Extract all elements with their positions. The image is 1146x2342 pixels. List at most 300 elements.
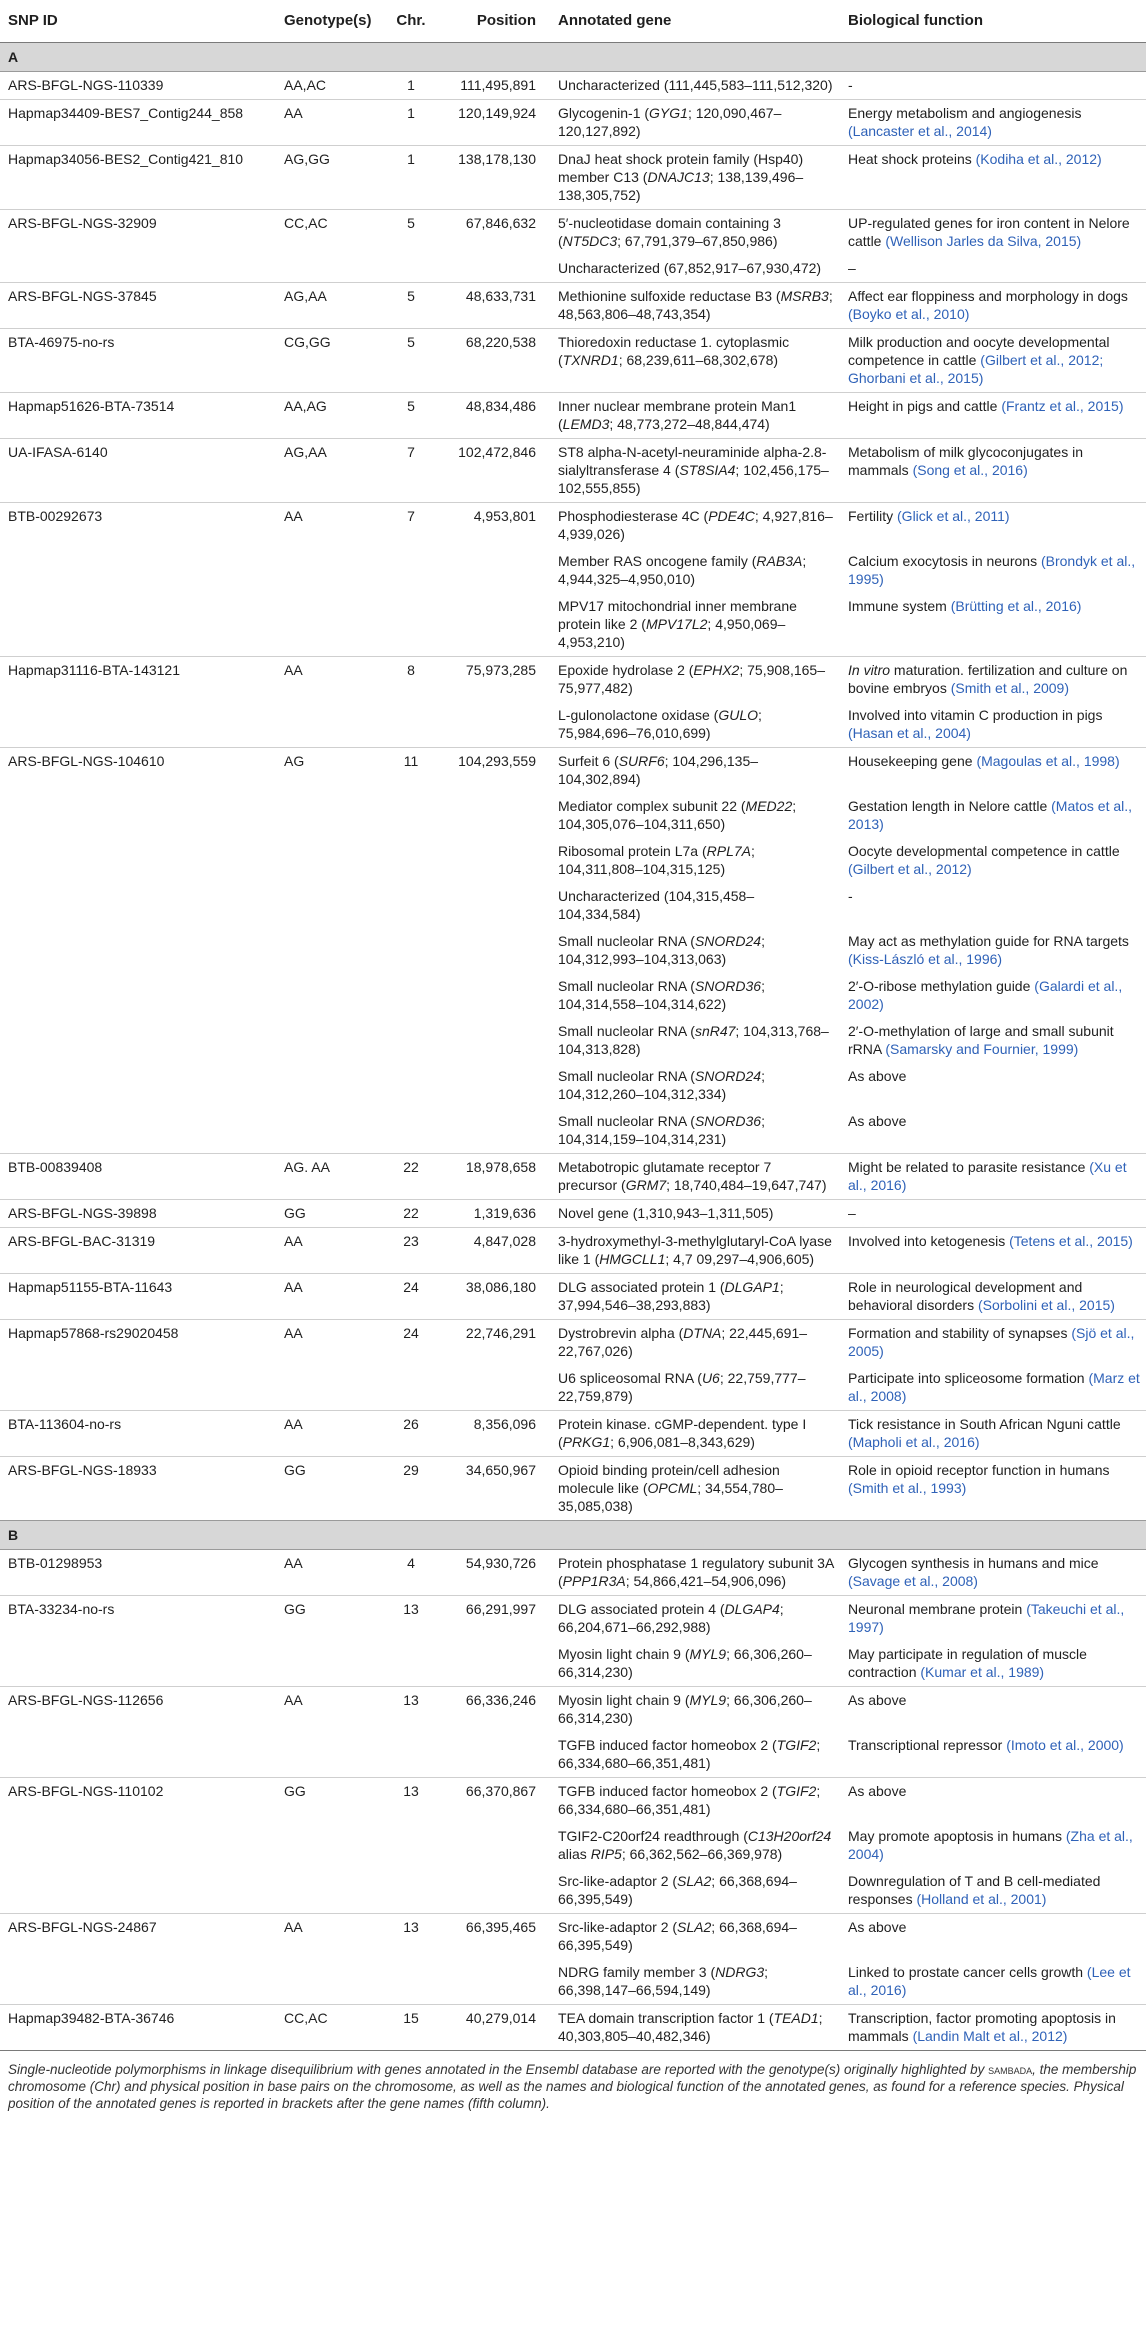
gene-position-text: ; 104,296,135–104,302,894) <box>558 753 759 787</box>
citation-link: (Xu et al., 2016) <box>848 1159 1127 1193</box>
position-cell: 66,370,867 <box>434 1778 550 1914</box>
gene-name-text: Protein kinase. cGMP-dependent. type I ( <box>558 1416 807 1450</box>
gene-name-text: 3-hydroxymethyl-3-methylglutaryl-CoA lyase like 1 ( <box>558 1233 832 1267</box>
function-cell <box>840 2005 1146 2051</box>
snp-id-cell: Hapmap39482-BTA-36746 <box>0 2005 276 2051</box>
gene-cell <box>550 329 840 393</box>
gene-cell <box>550 748 840 794</box>
position-cell: 34,650,967 <box>434 1457 550 1521</box>
gene-position-text: ; 40,303,805–40,482,346) <box>558 2010 823 2044</box>
function-cell <box>840 1108 1146 1154</box>
gene-name-text: Src-like-adaptor 2 ( <box>558 1919 678 1935</box>
position-cell: 102,472,846 <box>434 439 550 503</box>
gene-name-text: TGFB induced factor homeobox 2 ( <box>558 1783 777 1799</box>
function-cell <box>840 973 1146 1018</box>
gene-cell <box>550 548 840 593</box>
gene-cell <box>550 928 840 973</box>
gene-cell <box>550 72 840 100</box>
function-text: - <box>848 888 853 904</box>
function-text: Transcription, factor promoting apoptosis in mammals <box>848 2010 1116 2044</box>
gene-position-text: ; 104,312,993–104,313,063) <box>558 933 765 967</box>
function-cell <box>840 1411 1146 1457</box>
gene-cell <box>550 702 840 748</box>
function-italic-text: In vitro <box>848 662 891 678</box>
citation-link: (Gilbert et al., 2012) <box>848 861 972 877</box>
citation-link: (Lee et al., 2016) <box>848 1964 1131 1998</box>
table-row <box>0 1687 1146 1733</box>
citation-link: (Frantz et al., 2015) <box>1001 398 1124 414</box>
function-cell <box>840 1732 1146 1778</box>
function-text: - <box>848 77 853 93</box>
position-cell: 48,633,731 <box>434 283 550 329</box>
gene-symbol: SNORD36 <box>694 1113 762 1129</box>
gene-name-text: Small nucleolar RNA ( <box>558 1023 695 1039</box>
gene-position-text: ; 4,927,816–4,939,026) <box>558 508 833 542</box>
gene-cell <box>550 255 840 283</box>
citation-link: (Gilbert et al., 2012; Ghorbani et al., 2015) <box>848 352 1104 386</box>
snp-id-cell: ARS-BFGL-NGS-112656 <box>0 1687 276 1778</box>
gene-name-text: Mediator complex subunit 22 ( <box>558 798 746 814</box>
function-cell <box>840 146 1146 210</box>
genotype-cell: CC,AC <box>276 2005 386 2051</box>
function-text: Downregulation of T and B cell-mediated responses <box>848 1873 1101 1907</box>
gene-cell <box>550 1411 840 1457</box>
chr-cell: 1 <box>386 100 434 146</box>
snp-id-cell: ARS-BFGL-BAC-31319 <box>0 1228 276 1274</box>
gene-name-text: ST8 alpha-N-acetyl-neuraminide alpha-2.8-sialyltransferase 4 ( <box>558 444 827 478</box>
gene-position-text: ; 66,334,680–66,351,481) <box>558 1783 821 1817</box>
table-row <box>0 1778 1146 1824</box>
function-text: maturation. fertilization and culture on bovine embryos <box>848 662 1128 696</box>
position-cell: 54,930,726 <box>465 1555 536 1571</box>
gene-position-text: ; 104,311,808–104,315,125) <box>558 843 755 877</box>
function-text: Role in opioid receptor function in humans <box>848 1462 1110 1478</box>
table-body <box>0 43 1146 2051</box>
gene-position-text: ; 75,908,165–75,977,482) <box>558 662 825 696</box>
position-cell: 68,220,538 <box>434 329 550 393</box>
genotype-cell: CG,GG <box>276 329 386 393</box>
gene-cell <box>550 1274 840 1320</box>
genotype-cell: AA <box>276 100 386 146</box>
function-cell <box>840 1641 1146 1687</box>
gene-symbol: GRM7 <box>625 1177 667 1193</box>
gene-cell <box>550 1200 840 1228</box>
gene-symbol: PRKG1 <box>562 1434 611 1450</box>
function-text: Glycogen synthesis in humans and mice <box>848 1555 1099 1571</box>
function-text: As above <box>848 1783 907 1799</box>
function-text: Participate into spliceosome formation <box>848 1370 1085 1386</box>
table-row <box>0 146 1146 210</box>
gene-symbol: HMGCLL1 <box>599 1251 666 1267</box>
section-label: B <box>0 1521 1146 1550</box>
function-text: Immune system <box>848 598 947 614</box>
gene-name-text: Novel gene (1,310,943–1,311,505) <box>558 1205 774 1221</box>
gene-cell <box>550 1320 840 1366</box>
gene-cell <box>550 1228 840 1274</box>
function-text: Heat shock proteins <box>848 151 972 167</box>
gene-symbol: PDE4C <box>708 508 755 524</box>
table-header-row <box>0 0 1146 43</box>
gene-cell <box>550 1641 840 1687</box>
table-row <box>0 1154 1146 1200</box>
position-cell: 22,746,291 <box>434 1320 550 1411</box>
gene-symbol: MSRB3 <box>780 288 829 304</box>
gene-cell <box>550 146 840 210</box>
gene-alias-text: alias <box>558 1846 591 1862</box>
section-label: A <box>0 43 1146 72</box>
function-text: Milk production and oocyte developmental competence in cattle <box>848 334 1110 368</box>
gene-name-text: Opioid binding protein/cell adhesion molecule like ( <box>558 1462 780 1496</box>
citation-link: (Imoto et al., 2000) <box>1006 1737 1124 1753</box>
function-cell <box>840 439 1146 503</box>
gene-cell <box>550 1687 840 1733</box>
gene-position-text: ; 68,239,611–68,302,678) <box>618 352 779 368</box>
citation-link: (Marz et al., 2008) <box>848 1370 1140 1404</box>
function-cell <box>840 1457 1146 1521</box>
table-row <box>0 503 1146 549</box>
gene-cell <box>550 838 840 883</box>
function-text: Tick resistance in South African Nguni cattle <box>848 1416 1121 1432</box>
chr-cell: 24 <box>386 1274 434 1320</box>
gene-name-text: MPV17 mitochondrial inner membrane protein like 2 ( <box>558 598 797 632</box>
section-row <box>0 43 1146 72</box>
gene-name-text: TGFB induced factor homeobox 2 ( <box>558 1737 777 1753</box>
gene-position-text: ; 6,906,081–8,343,629) <box>610 1434 755 1450</box>
function-cell <box>840 1018 1146 1063</box>
table-row <box>0 72 1146 100</box>
gene-name-text: Uncharacterized (67,852,917–67,930,472) <box>558 260 822 276</box>
gene-name-text: Surfeit 6 ( <box>558 753 619 769</box>
gene-symbol: MYL9 <box>689 1646 727 1662</box>
gene-symbol: SLA2 <box>677 1919 712 1935</box>
citation-link: (Brütting et al., 2016) <box>950 598 1082 614</box>
function-cell <box>840 548 1146 593</box>
genotype-cell: AA <box>276 1320 386 1411</box>
function-cell <box>840 1687 1146 1733</box>
genotype-cell: AA,AC <box>284 77 327 93</box>
function-cell <box>840 657 1146 703</box>
gene-position-text: ; 75,984,696–76,010,699) <box>558 707 762 741</box>
gene-cell <box>550 1596 840 1642</box>
function-text: Height in pigs and cattle <box>848 398 998 414</box>
function-text: Energy metabolism and angiogenesis <box>848 105 1082 121</box>
gene-cell <box>550 1108 840 1154</box>
genotype-cell: AG,AA <box>276 439 386 503</box>
genotype-cell: AG <box>276 748 386 1154</box>
gene-name-text: Phosphodiesterase 4C ( <box>558 508 709 524</box>
citation-link: (Samarsky and Fournier, 1999) <box>885 1041 1079 1057</box>
function-cell <box>840 1274 1146 1320</box>
gene-cell <box>550 793 840 838</box>
chr-cell: 4 <box>407 1555 415 1571</box>
gene-cell <box>550 1868 840 1914</box>
chr-cell: 24 <box>386 1320 434 1411</box>
gene-name-text: Src-like-adaptor 2 ( <box>558 1873 678 1889</box>
chr-cell: 1 <box>407 77 415 93</box>
function-cell <box>840 503 1146 549</box>
function-cell <box>840 329 1146 393</box>
citation-link: (Kiss-László et al., 1996) <box>848 951 1003 967</box>
gene-cell <box>550 100 840 146</box>
gene-symbol: TGIF2 <box>776 1783 817 1799</box>
gene-cell <box>550 1365 840 1411</box>
function-text: May participate in regulation of muscle contraction <box>848 1646 1087 1680</box>
gene-position-text: ; 18,740,484–19,647,747) <box>666 1177 827 1193</box>
function-text: Might be related to parasite resistance <box>848 1159 1086 1175</box>
gene-symbol: SNORD36 <box>694 978 762 994</box>
function-cell <box>840 1063 1146 1108</box>
chr-cell: 5 <box>386 329 434 393</box>
gene-cell <box>550 1732 840 1778</box>
snp-id-cell: Hapmap51626-BTA-73514 <box>0 393 276 439</box>
table-row <box>0 393 1146 439</box>
gene-name-text: NDRG family member 3 ( <box>558 1964 716 1980</box>
function-cell <box>840 1596 1146 1642</box>
table-row <box>0 1457 1146 1521</box>
gene-cell <box>550 2005 840 2051</box>
gene-name-text: Protein phosphatase 1 regulatory subunit 3A ( <box>558 1555 834 1589</box>
position-cell: 120,149,924 <box>434 100 550 146</box>
gene-name-text: TGIF2-C20orf24 readthrough ( <box>558 1828 748 1844</box>
gene-symbol: TEAD1 <box>773 2010 819 2026</box>
gene-symbol: EPHX2 <box>693 662 740 678</box>
function-text: Oocyte developmental competence in cattle <box>848 843 1120 859</box>
snp-id-cell: BTA-46975-no-rs <box>0 329 276 393</box>
gene-symbol: TXNRD1 <box>562 352 619 368</box>
footnote-text-1: Single-nucleotide polymorphisms in linkage disequilibrium with genes annotated in the Ensembl database are reported with the genotype(s) originally highlighted by <box>8 2062 989 2077</box>
gene-position-text: ; 22,759,777–22,759,879) <box>558 1370 806 1404</box>
citation-link: (Boyko et al., 2010) <box>848 306 970 322</box>
citation-link: (Sjö et al., 2005) <box>848 1325 1135 1359</box>
gene-position-text: ; 104,312,260–104,312,334) <box>558 1068 765 1102</box>
position-cell: 40,279,014 <box>434 2005 550 2051</box>
function-cell <box>840 255 1146 283</box>
position-cell: 1,319,636 <box>434 1200 550 1228</box>
snp-id-cell: BTB-01298953 <box>8 1555 103 1571</box>
snp-id-cell: Hapmap51155-BTA-11643 <box>0 1274 276 1320</box>
citation-link: (Mapholi et al., 2016) <box>848 1434 980 1450</box>
gene-name-text: Thioredoxin reductase 1. cytoplasmic ( <box>558 334 790 368</box>
function-text: Formation and stability of synapses <box>848 1325 1068 1341</box>
gene-position-text: ; 66,368,694–66,395,549) <box>558 1919 797 1953</box>
gene-name-text: TEA domain transcription factor 1 ( <box>558 2010 774 2026</box>
header-genotype: Genotype(s) <box>276 0 386 43</box>
citation-link: (Wellison Jarles da Silva, 2015) <box>885 233 1082 249</box>
table-row <box>0 1596 1146 1642</box>
function-text: As above <box>848 1068 907 1084</box>
snp-id-cell: ARS-BFGL-NGS-24867 <box>0 1914 276 2005</box>
citation-link: (Kodiha et al., 2012) <box>975 151 1102 167</box>
chr-cell: 13 <box>386 1914 434 2005</box>
function-cell <box>840 210 1146 256</box>
gene-name-text: Glycogenin-1 ( <box>558 105 650 121</box>
gene-name-text: DLG associated protein 4 ( <box>558 1601 725 1617</box>
table-row <box>0 1550 1146 1596</box>
snp-id-cell: Hapmap57868-rs29020458 <box>0 1320 276 1411</box>
citation-link: (Brondyk et al., 1995) <box>848 553 1136 587</box>
genotype-cell: GG <box>276 1596 386 1687</box>
gene-name-text: Metabotropic glutamate receptor 7 precursor ( <box>558 1159 772 1193</box>
gene-position-text: ; 37,994,546–38,293,883) <box>558 1279 784 1313</box>
header-position: Position <box>434 0 550 43</box>
gene-cell <box>550 1063 840 1108</box>
table-row <box>0 1411 1146 1457</box>
function-cell <box>840 1228 1146 1274</box>
snp-id-cell: ARS-BFGL-NGS-18933 <box>0 1457 276 1521</box>
function-cell <box>840 72 1146 100</box>
function-cell <box>840 1823 1146 1868</box>
gene-name-text: Member RAS oncogene family ( <box>558 553 757 569</box>
header-gene: Annotated gene <box>550 0 840 43</box>
function-text: May promote apoptosis in humans <box>848 1828 1062 1844</box>
citation-link: (Landin Malt et al., 2012) <box>912 2028 1068 2044</box>
function-text: Linked to prostate cancer cells growth <box>848 1964 1084 1980</box>
gene-name-text: Small nucleolar RNA ( <box>558 978 695 994</box>
position-cell: 38,086,180 <box>434 1274 550 1320</box>
chr-cell: 22 <box>386 1200 434 1228</box>
function-cell <box>840 1778 1146 1824</box>
section-row <box>0 1521 1146 1550</box>
chr-cell: 8 <box>386 657 434 748</box>
gene-name-text: DLG associated protein 1 ( <box>558 1279 725 1295</box>
position-cell: 48,834,486 <box>434 393 550 439</box>
genotype-cell: AA <box>276 1274 386 1320</box>
snp-id-cell: Hapmap34409-BES7_Contig244_858 <box>0 100 276 146</box>
snp-id-cell: UA-IFASA-6140 <box>0 439 276 503</box>
gene-symbol: OPCML <box>647 1480 698 1496</box>
chr-cell: 7 <box>386 503 434 657</box>
function-cell <box>840 1320 1146 1366</box>
gene-cell <box>550 1914 840 1960</box>
snp-id-cell: BTB-00292673 <box>0 503 276 657</box>
gene-symbol: RAB3A <box>756 553 803 569</box>
gene-symbol: snR47 <box>694 1023 736 1039</box>
citation-link: (Kumar et al., 1989) <box>920 1664 1045 1680</box>
gene-symbol: C13H20orf24 <box>747 1828 832 1844</box>
function-cell <box>840 883 1146 928</box>
table-row <box>0 1320 1146 1366</box>
function-text: Fertility <box>848 508 894 524</box>
gene-name-text: L-gulonolactone oxidase ( <box>558 707 719 723</box>
gene-cell <box>550 439 840 503</box>
gene-cell <box>550 393 840 439</box>
header-snp-id: SNP ID <box>0 0 276 43</box>
chr-cell: 15 <box>386 2005 434 2051</box>
gene-symbol: GYG1 <box>649 105 688 121</box>
snp-id-cell: BTB-00839408 <box>0 1154 276 1200</box>
gene-cell <box>550 503 840 549</box>
function-text: – <box>848 260 856 276</box>
position-cell: 4,953,801 <box>434 503 550 657</box>
position-cell: 66,395,465 <box>434 1914 550 2005</box>
chr-cell: 5 <box>386 210 434 283</box>
gene-name-text: Myosin light chain 9 ( <box>558 1646 690 1662</box>
gene-symbol: TGIF2 <box>776 1737 817 1753</box>
snp-id-cell: Hapmap31116-BTA-143121 <box>0 657 276 748</box>
gene-symbol: SNORD24 <box>694 933 762 949</box>
citation-link: (Matos et al., 2013) <box>848 798 1133 832</box>
function-cell <box>840 1365 1146 1411</box>
header-function: Biological function <box>840 0 1146 43</box>
gene-symbol-alias: RIP5 <box>590 1846 622 1862</box>
citation-link: (Savage et al., 2008) <box>848 1573 978 1589</box>
footnote-tool-name: samβada <box>988 2062 1033 2077</box>
gene-position-text: ; 66,204,671–66,292,988) <box>558 1601 784 1635</box>
function-text: Neuronal membrane protein <box>848 1601 1023 1617</box>
gene-cell <box>550 1018 840 1063</box>
gene-symbol: DLGAP1 <box>724 1279 780 1295</box>
gene-position-text: ; 66,368,694–66,395,549) <box>558 1873 797 1907</box>
citation-link: (Glick et al., 2011) <box>897 508 1010 524</box>
gene-cell <box>550 973 840 1018</box>
function-cell <box>840 1550 1146 1596</box>
table-row <box>0 1274 1146 1320</box>
position-cell: 4,847,028 <box>434 1228 550 1274</box>
function-text: As above <box>848 1919 907 1935</box>
function-cell <box>840 793 1146 838</box>
citation-link: (Hasan et al., 2004) <box>848 725 971 741</box>
gene-cell <box>550 1154 840 1200</box>
gene-position-text: ; 48,773,272–48,844,474) <box>609 416 770 432</box>
gene-symbol: GULO <box>718 707 759 723</box>
citation-link: (Magoulas et al., 1998) <box>976 753 1120 769</box>
snp-id-cell: ARS-BFGL-NGS-110102 <box>0 1778 276 1914</box>
table-row <box>0 439 1146 503</box>
genotype-cell: AA <box>276 1687 386 1778</box>
position-cell: 111,495,891 <box>460 77 536 93</box>
gene-position-text: ; 67,791,379–67,850,986) <box>617 233 778 249</box>
chr-cell: 23 <box>386 1228 434 1274</box>
gene-symbol: LEMD3 <box>562 416 610 432</box>
function-text: Housekeeping gene <box>848 753 973 769</box>
function-text: 2′-O-ribose methylation guide <box>848 978 1031 994</box>
genotype-cell: AA <box>276 1914 386 2005</box>
position-cell: 138,178,130 <box>434 146 550 210</box>
function-cell <box>840 593 1146 657</box>
gene-position-text: ; 104,314,159–104,314,231) <box>558 1113 765 1147</box>
gene-position-text: ; 66,398,147–66,594,149) <box>558 1964 769 1998</box>
function-text: 2′-O-methylation of large and small subunit rRNA <box>848 1023 1114 1057</box>
gene-name-text: 5′-nucleotidase domain containing 3 ( <box>558 215 781 249</box>
table-row <box>0 657 1146 703</box>
genotype-cell: GG <box>276 1200 386 1228</box>
chr-cell: 13 <box>386 1687 434 1778</box>
citation-link: (Smith et al., 2009) <box>950 680 1069 696</box>
function-cell <box>840 928 1146 973</box>
function-cell <box>840 1154 1146 1200</box>
gene-symbol: SLA2 <box>677 1873 712 1889</box>
gene-symbol: DNAJC13 <box>647 169 710 185</box>
function-text: May act as methylation guide for RNA targets <box>848 933 1129 949</box>
gene-symbol: MPV17L2 <box>645 616 708 632</box>
chr-cell: 13 <box>386 1778 434 1914</box>
genotype-cell: CC,AC <box>276 210 386 283</box>
function-cell <box>840 1200 1146 1228</box>
snp-id-cell: ARS-BFGL-NGS-39898 <box>0 1200 276 1228</box>
table-row <box>0 1914 1146 1960</box>
gene-name-text: Uncharacterized (111,445,583–111,512,320) <box>558 77 833 93</box>
gene-name-text: DnaJ heat shock protein family (Hsp40) member C13 ( <box>558 151 804 185</box>
function-text: As above <box>848 1113 907 1129</box>
gene-position-text: ; 22,445,691–22,767,026) <box>558 1325 808 1359</box>
gene-symbol: SNORD24 <box>694 1068 762 1084</box>
snp-id-cell: ARS-BFGL-NGS-110339 <box>8 77 164 93</box>
gene-symbol: MED22 <box>745 798 793 814</box>
function-cell <box>840 1868 1146 1914</box>
citation-link: (Holland et al., 2001) <box>916 1891 1047 1907</box>
function-text: Affect ear floppiness and morphology in dogs <box>848 288 1128 304</box>
gene-name-text: Dystrobrevin alpha ( <box>558 1325 684 1341</box>
